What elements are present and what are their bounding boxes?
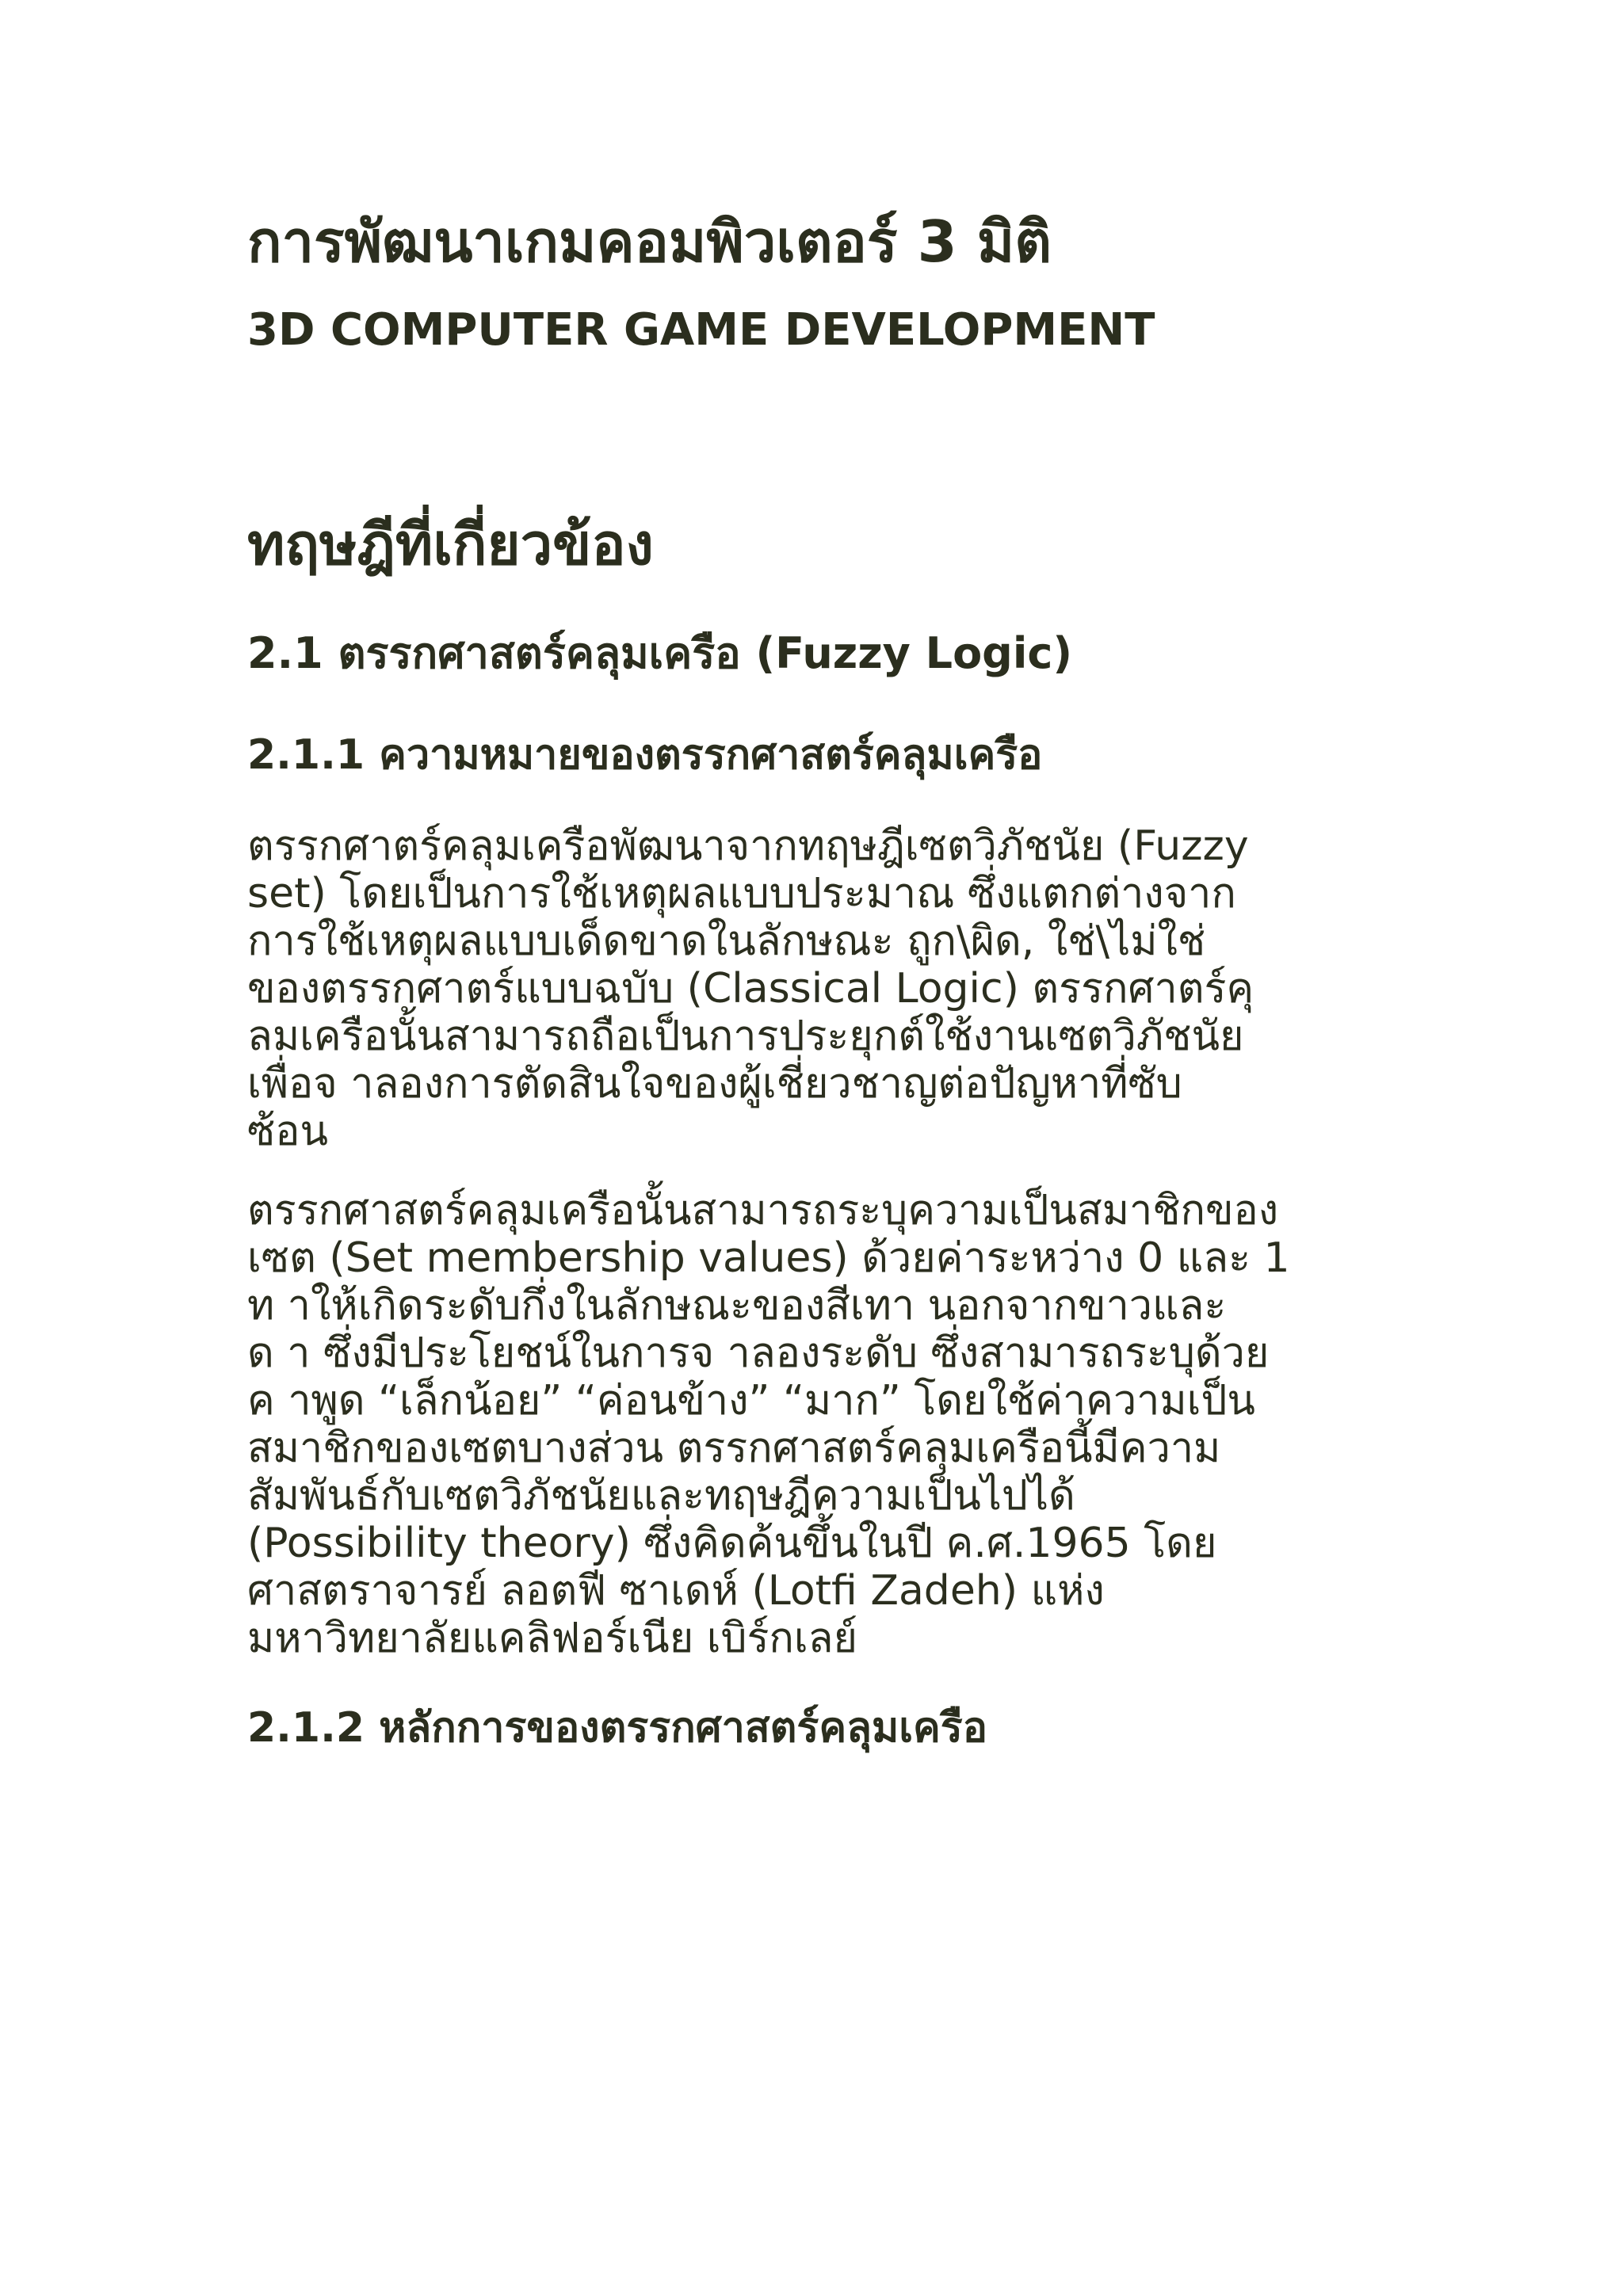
- paragraph-line: ของตรรกศาตร์แบบฉบับ (Classical Logic) ตรรกศาตร์คุ: [247, 965, 1254, 1013]
- paragraph-line: ด า ซึ่งมีประโยชน์ในการจ าลองระดับ ซึ่งสามารถระบุด้วย: [247, 1329, 1270, 1377]
- document-title-english: 3D COMPUTER GAME DEVELOPMENT: [247, 304, 1155, 356]
- paragraph-line: ค าพูด “เล็กน้อย” “ค่อนข้าง” “มาก” โดยใช้ค่าความเป็น: [247, 1377, 1255, 1425]
- paragraph-line: ซ้อน: [247, 1108, 329, 1155]
- paragraph-line: สมาชิกของเซตบางส่วน ตรรกศาสตร์คลุมเครือนี้มีความ: [247, 1425, 1221, 1472]
- document-title-thai: การพัฒนาเกมคอมพิวเตอร์ 3 มิติ: [247, 208, 1052, 275]
- paragraph-line: ศาสตราจารย์ ลอตฟี ซาเดห์ (Lotfi Zadeh) แห่ง: [247, 1567, 1105, 1615]
- paragraph-definition: [247, 822, 1388, 1155]
- paragraph-line: เพื่อจ าลองการตัดสินใจของผู้เชี่ยวชาญต่อปัญหาที่ซับ: [247, 1060, 1182, 1108]
- paragraph-line: ตรรกศาสตร์คลุมเครือนั้นสามารถระบุความเป็นสมาชิกของ: [247, 1187, 1279, 1234]
- paragraph-line: set) โดยเป็นการใช้เหตุผลแบบประมาณ ซึ่งแตกต่างจาก: [247, 870, 1236, 917]
- paragraph-line: มหาวิทยาลัยแคลิฟอร์เนีย เบิร์กเลย์: [247, 1615, 857, 1662]
- paragraph-line: (Possibility theory) ซึ่งคิดค้นขึ้นในปี ค.ศ.1965 โดย: [247, 1520, 1217, 1567]
- paragraph-line: ลมเครือนั้นสามารถถือเป็นการประยุกต์ใช้งานเซตวิภัชนัย: [247, 1013, 1244, 1060]
- paragraph-line: สัมพันธ์กับเซตวิภัชนัยและทฤษฎีความเป็นไปได้: [247, 1472, 1075, 1520]
- paragraph-line: ตรรกศาตร์คลุมเครือพัฒนาจากทฤษฎีเซตวิภัชนัย (Fuzzy: [247, 822, 1249, 870]
- paragraph-line: เซต (Set membership values) ด้วยค่าระหว่าง 0 และ 1: [247, 1234, 1290, 1282]
- subsection-heading-meaning: 2.1.1 ความหมายของตรรกศาสตร์คลุมเครือ: [247, 731, 1043, 779]
- section-heading: 2.1 ตรรกศาสตร์คลุมเครือ (Fuzzy Logic): [247, 628, 1073, 678]
- chapter-heading: ทฤษฎีที่เกี่ยวข้อง: [247, 511, 654, 578]
- paragraph-line: ท าให้เกิดระดับกึ่งในลักษณะของสีเทา นอกจากขาวและ: [247, 1282, 1227, 1329]
- document-content: [247, 198, 1388, 1764]
- paragraph-line: การใช้เหตุผลแบบเด็ดขาดในลักษณะ ถูก\ผิด, ใช่\ไม่ใช่: [247, 917, 1206, 965]
- subsection-heading-principles: 2.1.2 หลักการของตรรกศาสตร์คลุมเครือ: [247, 1704, 987, 1752]
- paragraph-membership: [247, 1187, 1388, 1662]
